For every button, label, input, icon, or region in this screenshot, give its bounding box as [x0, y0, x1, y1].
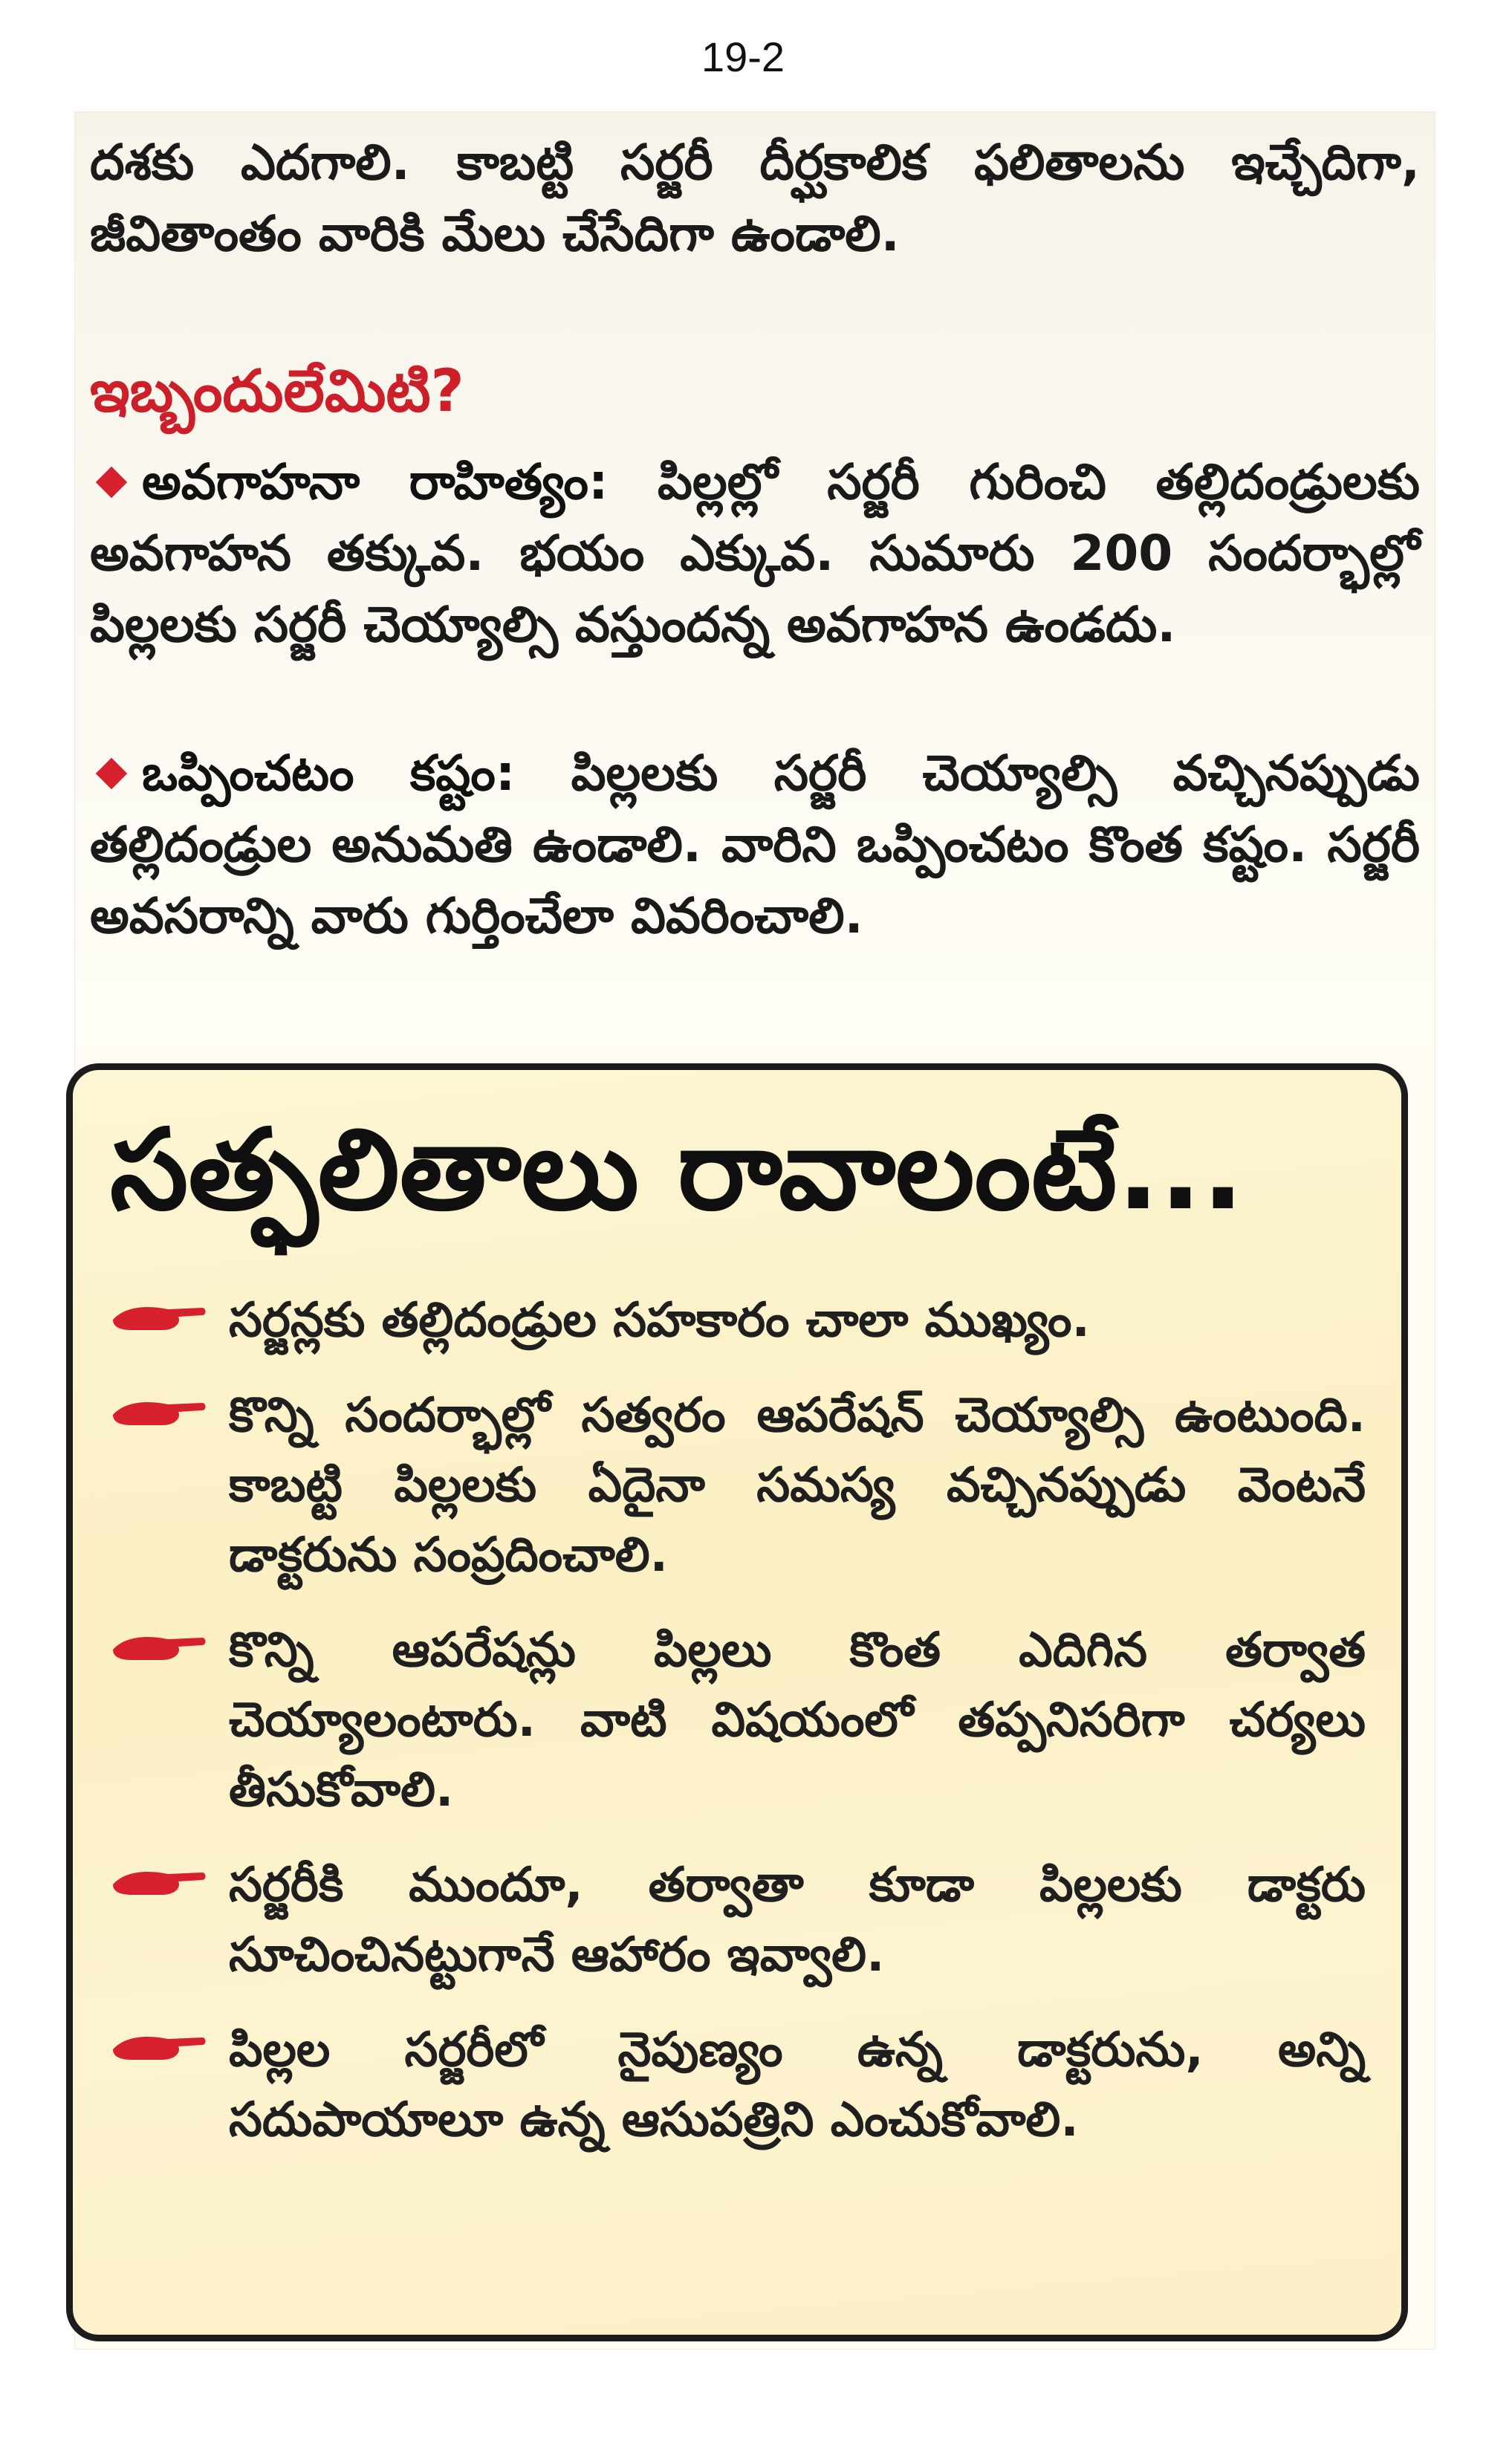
results-tips-box — [66, 1063, 1408, 2341]
red-diamond-bullet-icon — [96, 467, 127, 498]
problems-heading: ఇబ్బందులేమిటి? — [90, 358, 464, 425]
tip-text: కొన్ని ఆపరేషన్లు పిల్లలు కొంత ఎదిగిన తర్వాత చెయ్యాలంటారు. వాటి విషయంలో తప్పనిసరిగా చర్యలు తీసుకోవాలి. — [229, 1623, 1366, 1818]
red-diamond-bullet-icon — [96, 758, 127, 789]
newspaper-clipping — [74, 111, 1435, 2350]
pointing-hand-icon — [110, 1865, 207, 1899]
tip-item — [110, 1615, 1366, 1825]
results-box-title: సత్ఫలితాలు రావాలంటే... — [110, 1106, 1245, 1235]
tips-list — [110, 1286, 1366, 2180]
pointing-hand-icon — [110, 1300, 207, 1335]
tip-text: పిల్లల సర్జరీలో నైపుణ్యం ఉన్న డాక్టరును, అన్ని సదుపాయాలూ ఉన్న ఆసుపత్రిని ఎంచుకోవాలి. — [229, 2023, 1366, 2147]
issue-title: అవగాహనా రాహిత్యం: — [142, 453, 609, 510]
tip-item — [110, 1381, 1366, 1590]
tip-text: కొన్ని సందర్భాల్లో సత్వరం ఆపరేషన్ చెయ్యాల్సి ఉంటుంది. కాబట్టి పిల్లలకు ఏదైనా సమస్య వచ్చినప్పుడు వెంటనే డాక్టరును సంప్రదించాలి. — [229, 1388, 1366, 1583]
pointing-hand-icon — [110, 1630, 207, 1664]
issue-paragraph — [90, 447, 1420, 661]
issue-text: పిల్లల్లో సర్జరీ గురించి తల్లిదండ్రులకు అవగాహన తక్కువ. భయం ఎక్కువ. సుమారు 200 సందర్భాల్లో పిల్లలకు సర్జరీ చెయ్యాల్సి వస్తుందన్న అవగాహన ఉండదు. — [90, 453, 1420, 653]
tip-text: సర్జరీకి ముందూ, తర్వాతా కూడా పిల్లలకు డాక్టరు సూచించినట్టుగానే ఆహారం ఇవ్వాలి. — [229, 1858, 1366, 1982]
tip-item — [110, 2015, 1366, 2155]
tip-item — [110, 1850, 1366, 1990]
intro-paragraph: దశకు ఎదగాలి. కాబట్టి సర్జరీ దీర్ఘకాలిక ఫలితాలను ఇచ్చేదిగా, జీవితాంతం వారికి మేలు చేసేదిగా ఉండాలి. — [90, 134, 1420, 262]
tip-text: సర్జన్లకు తల్లిదండ్రుల సహకారం చాలా ముఖ్యం. — [229, 1293, 1090, 1348]
page-number: 19-2 — [701, 33, 785, 80]
issue-paragraph — [90, 738, 1420, 952]
pointing-hand-icon — [110, 2030, 207, 2064]
issue-text: పిల్లలకు సర్జరీ చెయ్యాల్సి వచ్చినప్పుడు తల్లిదండ్రుల అనుమతి ఉండాలి. వారిని ఒప్పించటం కొంత కష్టం. సర్జరీ అవసరాన్ని వారు గుర్తించేలా వివరించాలి. — [90, 745, 1421, 944]
pointing-hand-icon — [110, 1395, 207, 1430]
issue-title: ఒప్పించటం కష్టం: — [142, 745, 516, 802]
tip-item — [110, 1286, 1366, 1355]
